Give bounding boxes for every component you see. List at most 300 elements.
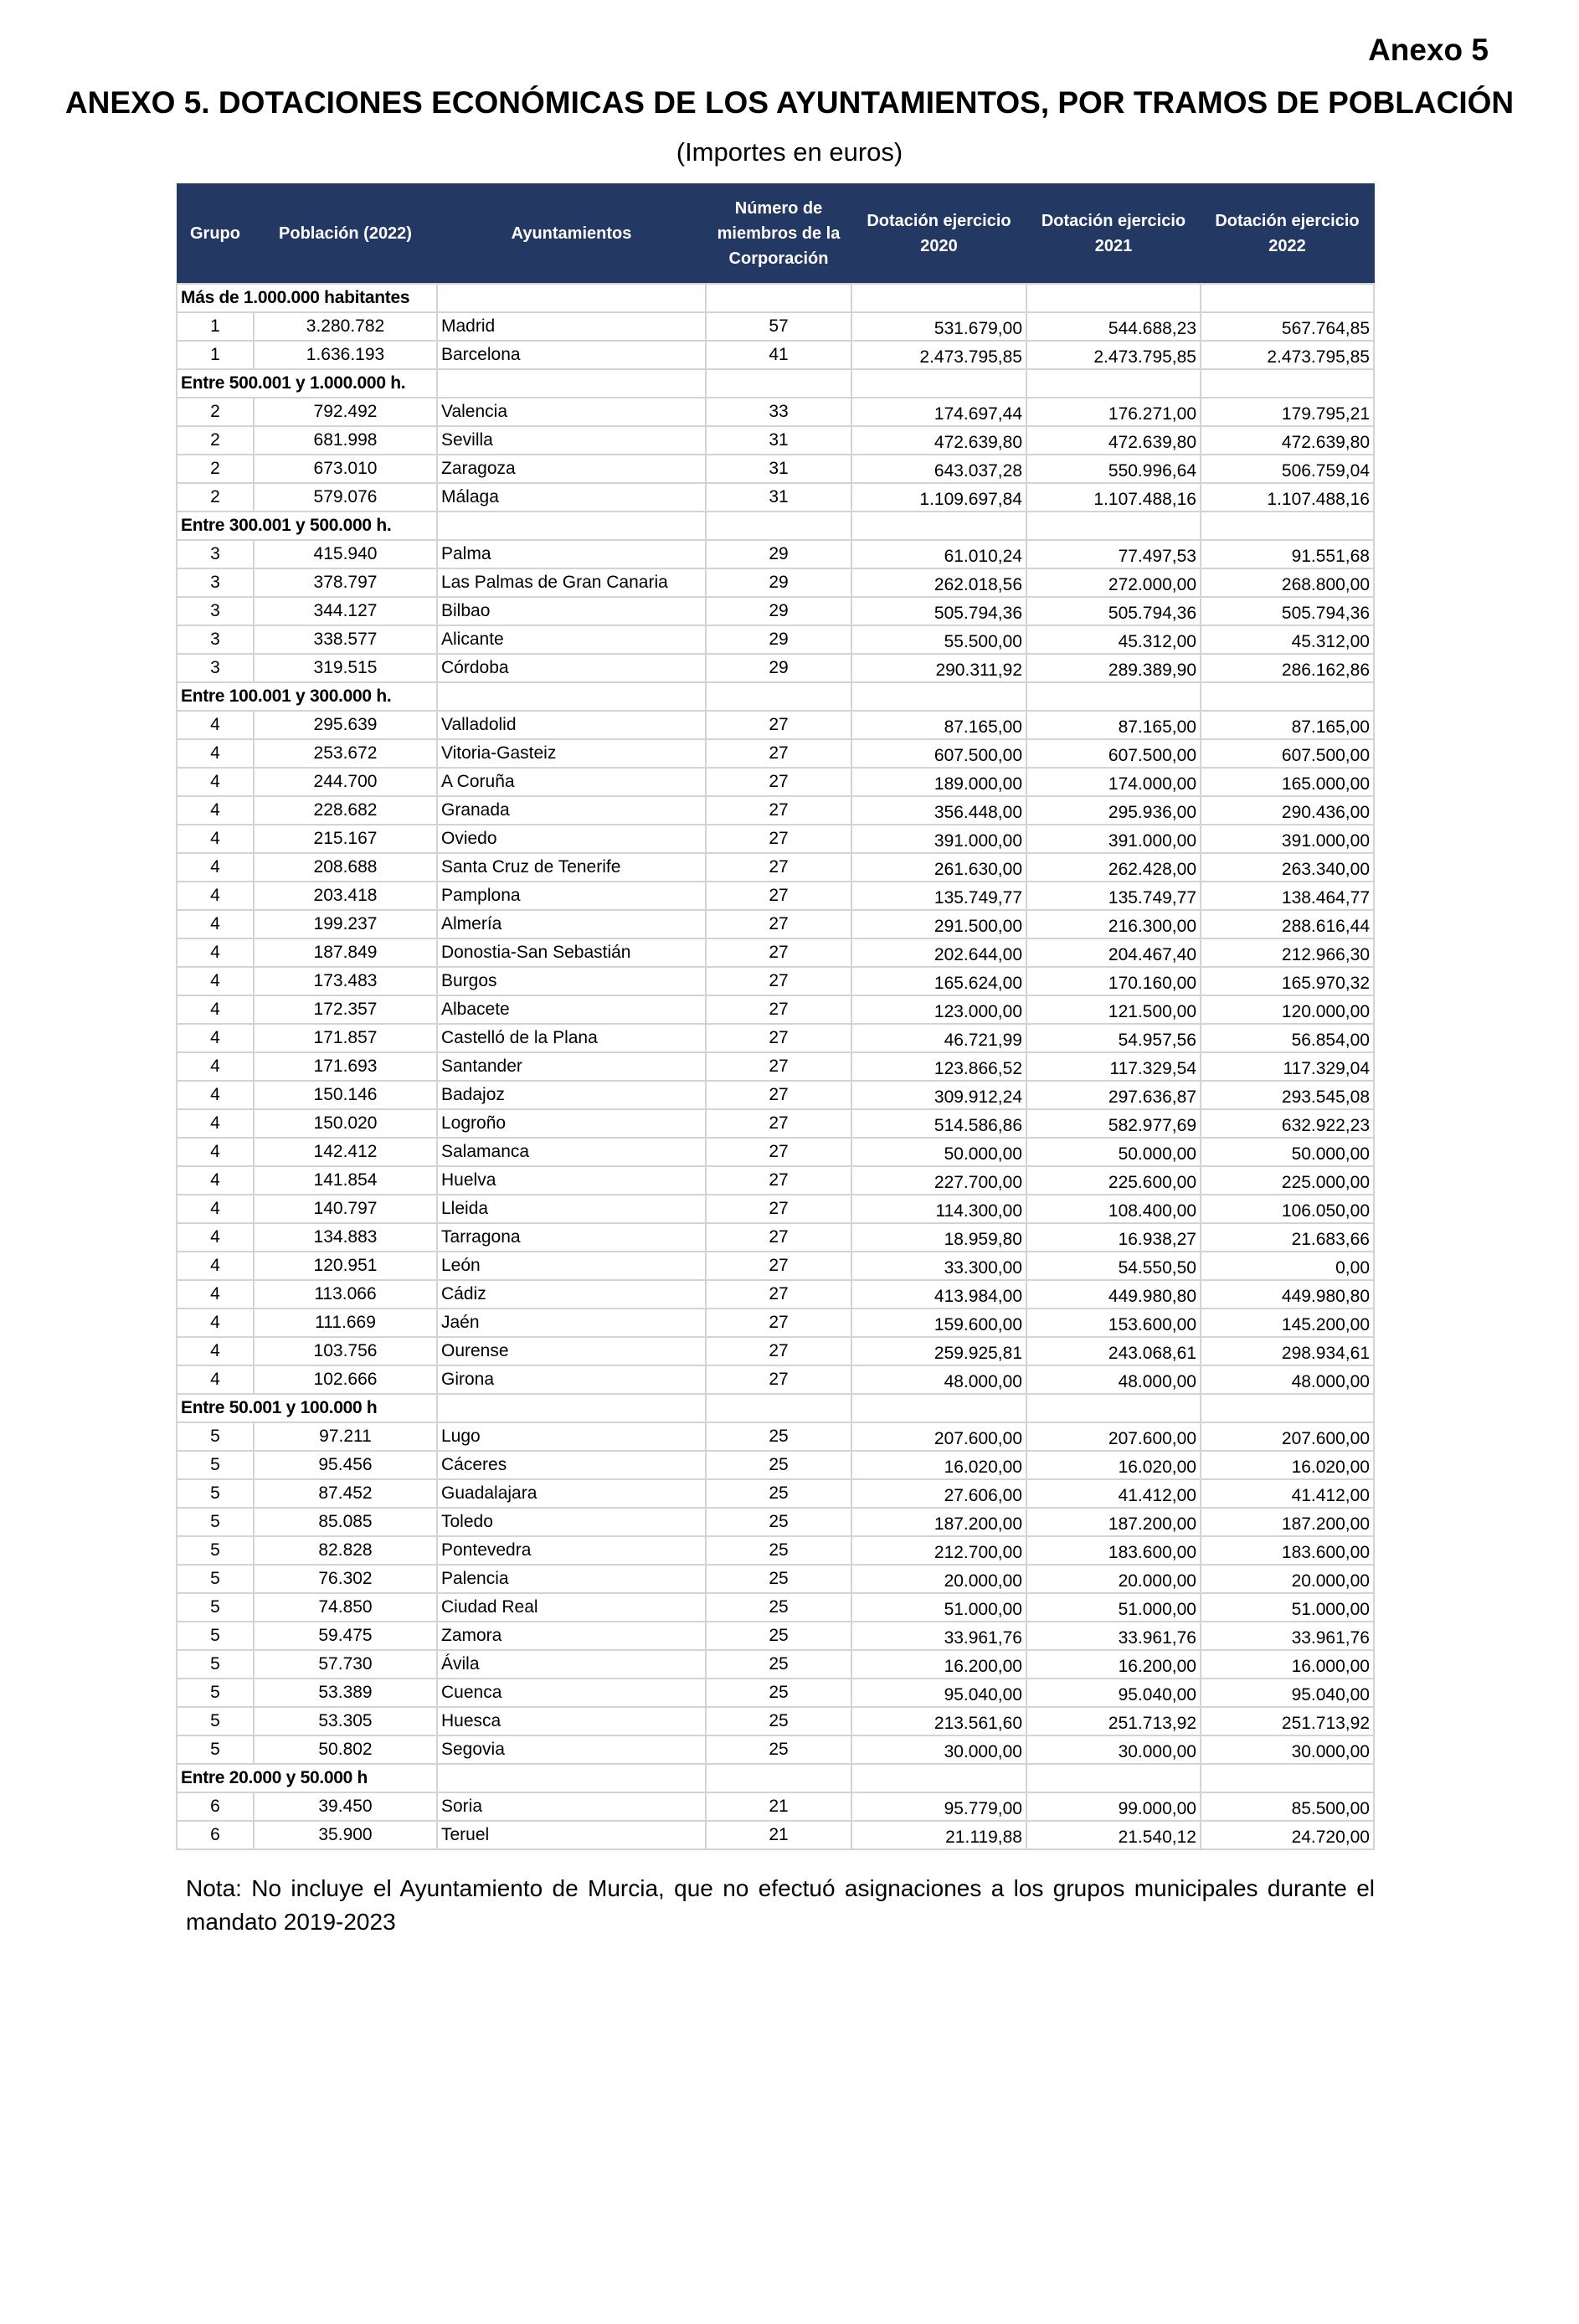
table-row xyxy=(177,426,1374,455)
poblacion-cell: 142.412 xyxy=(254,1138,437,1166)
empty-cell xyxy=(1201,369,1374,398)
ayuntamiento-cell: Valencia xyxy=(437,398,706,426)
miembros-cell: 25 xyxy=(706,1622,851,1650)
grupo-cell: 4 xyxy=(177,938,254,967)
ayuntamiento-cell: Ourense xyxy=(437,1337,706,1365)
poblacion-cell: 187.849 xyxy=(254,938,437,967)
miembros-cell: 25 xyxy=(706,1536,851,1565)
dotacion-2022-cell: 0,00 xyxy=(1201,1252,1374,1280)
dotacion-2021-cell: 16.938,27 xyxy=(1026,1223,1201,1252)
dotacion-2022-cell: 56.854,00 xyxy=(1201,1024,1374,1052)
ayuntamiento-cell: Soria xyxy=(437,1792,706,1821)
dotacion-2022-cell: 120.000,00 xyxy=(1201,995,1374,1024)
empty-cell xyxy=(706,1764,851,1792)
dotacion-2021-cell: 99.000,00 xyxy=(1026,1792,1201,1821)
miembros-cell: 27 xyxy=(706,1052,851,1081)
empty-cell xyxy=(1201,1764,1374,1792)
table-row xyxy=(177,312,1374,341)
ayuntamiento-cell: Donostia-San Sebastián xyxy=(437,938,706,967)
dotacion-2021-cell: 2.473.795,85 xyxy=(1026,341,1201,369)
poblacion-cell: 173.483 xyxy=(254,967,437,995)
grupo-cell: 2 xyxy=(177,455,254,483)
poblacion-cell: 203.418 xyxy=(254,882,437,910)
dotacion-2020-cell: 21.119,88 xyxy=(851,1821,1026,1849)
dotacion-2022-cell: 268.800,00 xyxy=(1201,568,1374,597)
dotacion-2022-cell: 165.970,32 xyxy=(1201,967,1374,995)
grupo-cell: 4 xyxy=(177,1223,254,1252)
grupo-cell: 3 xyxy=(177,540,254,568)
dotacion-2021-cell: 207.600,00 xyxy=(1026,1422,1201,1451)
dotacion-2020-cell: 2.473.795,85 xyxy=(851,341,1026,369)
table-row xyxy=(177,1792,1374,1821)
ayuntamiento-cell: Zaragoza xyxy=(437,455,706,483)
dotacion-2022-cell: 212.966,30 xyxy=(1201,938,1374,967)
empty-cell xyxy=(437,1764,706,1792)
poblacion-cell: 35.900 xyxy=(254,1821,437,1849)
dotacion-2021-cell: 272.000,00 xyxy=(1026,568,1201,597)
dotacion-2021-cell: 45.312,00 xyxy=(1026,625,1201,654)
miembros-cell: 31 xyxy=(706,455,851,483)
dotacion-2021-cell: 391.000,00 xyxy=(1026,825,1201,853)
dotacion-2021-cell: 550.996,64 xyxy=(1026,455,1201,483)
empty-cell xyxy=(706,682,851,711)
annex-label: Anexo 5 xyxy=(1368,33,1489,67)
miembros-cell: 27 xyxy=(706,1280,851,1309)
miembros-cell: 27 xyxy=(706,882,851,910)
dotacion-2022-cell: 117.329,04 xyxy=(1201,1052,1374,1081)
miembros-cell: 25 xyxy=(706,1679,851,1707)
ayuntamiento-cell: Ávila xyxy=(437,1650,706,1679)
table-row xyxy=(177,1479,1374,1508)
dotacion-2022-cell: 95.040,00 xyxy=(1201,1679,1374,1707)
dotacion-2021-cell: 170.160,00 xyxy=(1026,967,1201,995)
dotacion-2022-cell: 87.165,00 xyxy=(1201,711,1374,739)
poblacion-cell: 244.700 xyxy=(254,768,437,796)
dotacion-2021-cell: 607.500,00 xyxy=(1026,739,1201,768)
section-label: Entre 50.001 y 100.000 h xyxy=(177,1394,437,1422)
empty-cell xyxy=(1026,1764,1201,1792)
empty-cell xyxy=(706,284,851,312)
ayuntamiento-cell: Oviedo xyxy=(437,825,706,853)
ayuntamiento-cell: Albacete xyxy=(437,995,706,1024)
table-row xyxy=(177,995,1374,1024)
table-row xyxy=(177,1821,1374,1849)
table-row xyxy=(177,1679,1374,1707)
table-row xyxy=(177,1735,1374,1764)
dotacion-2021-cell: 48.000,00 xyxy=(1026,1365,1201,1394)
grupo-cell: 4 xyxy=(177,1081,254,1109)
grupo-cell: 2 xyxy=(177,483,254,512)
ayuntamiento-cell: Guadalajara xyxy=(437,1479,706,1508)
empty-cell xyxy=(1026,1394,1201,1422)
ayuntamiento-cell: Pontevedra xyxy=(437,1536,706,1565)
ayuntamiento-cell: Huesca xyxy=(437,1707,706,1735)
miembros-cell: 27 xyxy=(706,995,851,1024)
poblacion-cell: 87.452 xyxy=(254,1479,437,1508)
empty-cell xyxy=(437,1394,706,1422)
grupo-cell: 5 xyxy=(177,1707,254,1735)
section-label: Entre 500.001 y 1.000.000 h. xyxy=(177,369,437,398)
dotacion-2022-cell: 91.551,68 xyxy=(1201,540,1374,568)
table-row xyxy=(177,938,1374,967)
grupo-cell: 5 xyxy=(177,1565,254,1593)
dotacion-2021-cell: 108.400,00 xyxy=(1026,1195,1201,1223)
miembros-cell: 31 xyxy=(706,483,851,512)
dotacion-2020-cell: 356.448,00 xyxy=(851,796,1026,825)
poblacion-cell: 1.636.193 xyxy=(254,341,437,369)
table-row xyxy=(177,625,1374,654)
poblacion-cell: 74.850 xyxy=(254,1593,437,1622)
section-label: Entre 300.001 y 500.000 h. xyxy=(177,512,437,540)
grupo-cell: 4 xyxy=(177,967,254,995)
poblacion-cell: 95.456 xyxy=(254,1451,437,1479)
dotacion-2022-cell: 48.000,00 xyxy=(1201,1365,1374,1394)
dotacion-2021-cell: 135.749,77 xyxy=(1026,882,1201,910)
table-row xyxy=(177,1707,1374,1735)
grupo-cell: 5 xyxy=(177,1735,254,1764)
dotacion-2022-cell: 567.764,85 xyxy=(1201,312,1374,341)
table-row xyxy=(177,1650,1374,1679)
dotacion-2022-cell: 165.000,00 xyxy=(1201,768,1374,796)
header-dotacion-2022: Dotación ejercicio 2022 xyxy=(1201,184,1374,285)
miembros-cell: 27 xyxy=(706,938,851,967)
poblacion-cell: 338.577 xyxy=(254,625,437,654)
dotacion-2022-cell: 20.000,00 xyxy=(1201,1565,1374,1593)
empty-cell xyxy=(1201,284,1374,312)
miembros-cell: 33 xyxy=(706,398,851,426)
dotacion-2020-cell: 27.606,00 xyxy=(851,1479,1026,1508)
dotacion-2020-cell: 261.630,00 xyxy=(851,853,1026,882)
dotacion-2022-cell: 85.500,00 xyxy=(1201,1792,1374,1821)
dotacion-2020-cell: 207.600,00 xyxy=(851,1422,1026,1451)
section-row xyxy=(177,1764,1374,1792)
ayuntamiento-cell: Girona xyxy=(437,1365,706,1394)
miembros-cell: 25 xyxy=(706,1707,851,1735)
table-row xyxy=(177,1451,1374,1479)
grupo-cell: 5 xyxy=(177,1536,254,1565)
dotacion-2020-cell: 212.700,00 xyxy=(851,1536,1026,1565)
dotacion-2020-cell: 227.700,00 xyxy=(851,1166,1026,1195)
poblacion-cell: 171.693 xyxy=(254,1052,437,1081)
table-header-row xyxy=(177,184,1374,285)
poblacion-cell: 228.682 xyxy=(254,796,437,825)
ayuntamiento-cell: Granada xyxy=(437,796,706,825)
section-row xyxy=(177,682,1374,711)
poblacion-cell: 102.666 xyxy=(254,1365,437,1394)
empty-cell xyxy=(1026,284,1201,312)
poblacion-cell: 215.167 xyxy=(254,825,437,853)
grupo-cell: 5 xyxy=(177,1650,254,1679)
dotacion-2021-cell: 153.600,00 xyxy=(1026,1309,1201,1337)
dotacion-2020-cell: 290.311,92 xyxy=(851,654,1026,682)
table-row xyxy=(177,1622,1374,1650)
grupo-cell: 4 xyxy=(177,995,254,1024)
miembros-cell: 27 xyxy=(706,1223,851,1252)
ayuntamiento-cell: Bilbao xyxy=(437,597,706,625)
miembros-cell: 29 xyxy=(706,654,851,682)
dotacion-2021-cell: 289.389,90 xyxy=(1026,654,1201,682)
dotacion-2021-cell: 216.300,00 xyxy=(1026,910,1201,938)
poblacion-cell: 141.854 xyxy=(254,1166,437,1195)
empty-cell xyxy=(1201,512,1374,540)
grupo-cell: 1 xyxy=(177,341,254,369)
dotacion-2022-cell: 290.436,00 xyxy=(1201,796,1374,825)
dotacion-2022-cell: 106.050,00 xyxy=(1201,1195,1374,1223)
poblacion-cell: 76.302 xyxy=(254,1565,437,1593)
poblacion-cell: 681.998 xyxy=(254,426,437,455)
ayuntamiento-cell: Córdoba xyxy=(437,654,706,682)
table-row xyxy=(177,1109,1374,1138)
grupo-cell: 5 xyxy=(177,1679,254,1707)
ayuntamiento-cell: Santander xyxy=(437,1052,706,1081)
header-poblacion: Población (2022) xyxy=(254,184,437,285)
table-row xyxy=(177,1081,1374,1109)
grupo-cell: 4 xyxy=(177,1195,254,1223)
dotacion-2020-cell: 472.639,80 xyxy=(851,426,1026,455)
miembros-cell: 27 xyxy=(706,1365,851,1394)
ayuntamiento-cell: Vitoria-Gasteiz xyxy=(437,739,706,768)
grupo-cell: 4 xyxy=(177,1365,254,1394)
ayuntamiento-cell: Jaén xyxy=(437,1309,706,1337)
grupo-cell: 4 xyxy=(177,711,254,739)
grupo-cell: 5 xyxy=(177,1508,254,1536)
grupo-cell: 4 xyxy=(177,853,254,882)
grupo-cell: 4 xyxy=(177,1109,254,1138)
dotacion-2020-cell: 1.109.697,84 xyxy=(851,483,1026,512)
miembros-cell: 29 xyxy=(706,540,851,568)
dotacion-2020-cell: 50.000,00 xyxy=(851,1138,1026,1166)
table-row xyxy=(177,1536,1374,1565)
table-row xyxy=(177,739,1374,768)
table-row xyxy=(177,910,1374,938)
grupo-cell: 6 xyxy=(177,1821,254,1849)
grupo-cell: 4 xyxy=(177,910,254,938)
poblacion-cell: 53.389 xyxy=(254,1679,437,1707)
miembros-cell: 27 xyxy=(706,796,851,825)
ayuntamiento-cell: Burgos xyxy=(437,967,706,995)
dotacion-2020-cell: 30.000,00 xyxy=(851,1735,1026,1764)
dotacion-2021-cell: 54.550,50 xyxy=(1026,1252,1201,1280)
dotacion-2020-cell: 55.500,00 xyxy=(851,625,1026,654)
dotacion-2021-cell: 51.000,00 xyxy=(1026,1593,1201,1622)
empty-cell xyxy=(706,369,851,398)
table-row xyxy=(177,540,1374,568)
dotacion-2020-cell: 135.749,77 xyxy=(851,882,1026,910)
table-row xyxy=(177,1052,1374,1081)
ayuntamiento-cell: Palencia xyxy=(437,1565,706,1593)
dotacion-2021-cell: 176.271,00 xyxy=(1026,398,1201,426)
dotacion-2020-cell: 16.200,00 xyxy=(851,1650,1026,1679)
section-row xyxy=(177,369,1374,398)
dotacion-2022-cell: 607.500,00 xyxy=(1201,739,1374,768)
ayuntamiento-cell: Segovia xyxy=(437,1735,706,1764)
poblacion-cell: 171.857 xyxy=(254,1024,437,1052)
dotacion-2022-cell: 391.000,00 xyxy=(1201,825,1374,853)
miembros-cell: 29 xyxy=(706,568,851,597)
miembros-cell: 21 xyxy=(706,1792,851,1821)
ayuntamiento-cell: León xyxy=(437,1252,706,1280)
dotacion-2022-cell: 51.000,00 xyxy=(1201,1593,1374,1622)
dotacion-2022-cell: 449.980,80 xyxy=(1201,1280,1374,1309)
dotacion-2021-cell: 262.428,00 xyxy=(1026,853,1201,882)
ayuntamiento-cell: Toledo xyxy=(437,1508,706,1536)
ayuntamiento-cell: Tarragona xyxy=(437,1223,706,1252)
poblacion-cell: 415.940 xyxy=(254,540,437,568)
dotacion-2022-cell: 138.464,77 xyxy=(1201,882,1374,910)
dotacion-2020-cell: 187.200,00 xyxy=(851,1508,1026,1536)
miembros-cell: 27 xyxy=(706,1109,851,1138)
ayuntamiento-cell: Cáceres xyxy=(437,1451,706,1479)
miembros-cell: 25 xyxy=(706,1650,851,1679)
table-row xyxy=(177,1365,1374,1394)
dotacion-2022-cell: 286.162,86 xyxy=(1201,654,1374,682)
grupo-cell: 4 xyxy=(177,882,254,910)
dotacion-2020-cell: 18.959,80 xyxy=(851,1223,1026,1252)
ayuntamiento-cell: Castelló de la Plana xyxy=(437,1024,706,1052)
poblacion-cell: 134.883 xyxy=(254,1223,437,1252)
table-row xyxy=(177,597,1374,625)
table-row xyxy=(177,455,1374,483)
grupo-cell: 5 xyxy=(177,1622,254,1650)
dotacion-2021-cell: 20.000,00 xyxy=(1026,1565,1201,1593)
dotacion-2022-cell: 21.683,66 xyxy=(1201,1223,1374,1252)
grupo-cell: 3 xyxy=(177,597,254,625)
table-row xyxy=(177,1309,1374,1337)
dotacion-2020-cell: 51.000,00 xyxy=(851,1593,1026,1622)
miembros-cell: 25 xyxy=(706,1735,851,1764)
dotacion-2022-cell: 1.107.488,16 xyxy=(1201,483,1374,512)
dotacion-2022-cell: 2.473.795,85 xyxy=(1201,341,1374,369)
dotacion-2021-cell: 87.165,00 xyxy=(1026,711,1201,739)
grupo-cell: 3 xyxy=(177,625,254,654)
empty-cell xyxy=(851,369,1026,398)
dotacion-2022-cell: 16.020,00 xyxy=(1201,1451,1374,1479)
dotacion-2021-cell: 77.497,53 xyxy=(1026,540,1201,568)
poblacion-cell: 111.669 xyxy=(254,1309,437,1337)
miembros-cell: 25 xyxy=(706,1451,851,1479)
dotacion-2020-cell: 607.500,00 xyxy=(851,739,1026,768)
poblacion-cell: 253.672 xyxy=(254,739,437,768)
table-row xyxy=(177,1024,1374,1052)
dotacion-2020-cell: 291.500,00 xyxy=(851,910,1026,938)
empty-cell xyxy=(437,284,706,312)
dotacion-2020-cell: 95.779,00 xyxy=(851,1792,1026,1821)
miembros-cell: 27 xyxy=(706,711,851,739)
dotacion-2021-cell: 16.020,00 xyxy=(1026,1451,1201,1479)
dotacion-2020-cell: 123.866,52 xyxy=(851,1052,1026,1081)
dotacion-2020-cell: 391.000,00 xyxy=(851,825,1026,853)
ayuntamiento-cell: A Coruña xyxy=(437,768,706,796)
miembros-cell: 27 xyxy=(706,768,851,796)
dotacion-2020-cell: 213.561,60 xyxy=(851,1707,1026,1735)
dotacion-2021-cell: 30.000,00 xyxy=(1026,1735,1201,1764)
ayuntamiento-cell: Salamanca xyxy=(437,1138,706,1166)
poblacion-cell: 172.357 xyxy=(254,995,437,1024)
dotacion-2021-cell: 121.500,00 xyxy=(1026,995,1201,1024)
dotacion-2020-cell: 87.165,00 xyxy=(851,711,1026,739)
table-row xyxy=(177,1337,1374,1365)
table-row xyxy=(177,483,1374,512)
ayuntamiento-cell: Pamplona xyxy=(437,882,706,910)
empty-cell xyxy=(437,369,706,398)
miembros-cell: 25 xyxy=(706,1593,851,1622)
poblacion-cell: 579.076 xyxy=(254,483,437,512)
miembros-cell: 25 xyxy=(706,1422,851,1451)
header-grupo: Grupo xyxy=(177,184,254,285)
grupo-cell: 4 xyxy=(177,739,254,768)
dotacion-2022-cell: 179.795,21 xyxy=(1201,398,1374,426)
ayuntamiento-cell: Madrid xyxy=(437,312,706,341)
dotacion-2020-cell: 505.794,36 xyxy=(851,597,1026,625)
miembros-cell: 25 xyxy=(706,1508,851,1536)
table-row xyxy=(177,654,1374,682)
dotacion-2020-cell: 61.010,24 xyxy=(851,540,1026,568)
dotacion-2021-cell: 251.713,92 xyxy=(1026,1707,1201,1735)
section-row xyxy=(177,512,1374,540)
dotacion-2021-cell: 225.600,00 xyxy=(1026,1166,1201,1195)
table-row xyxy=(177,1166,1374,1195)
miembros-cell: 27 xyxy=(706,1138,851,1166)
ayuntamiento-cell: Lleida xyxy=(437,1195,706,1223)
dotacion-2020-cell: 531.679,00 xyxy=(851,312,1026,341)
miembros-cell: 29 xyxy=(706,597,851,625)
poblacion-cell: 53.305 xyxy=(254,1707,437,1735)
dotacion-2022-cell: 251.713,92 xyxy=(1201,1707,1374,1735)
poblacion-cell: 792.492 xyxy=(254,398,437,426)
dotacion-2020-cell: 165.624,00 xyxy=(851,967,1026,995)
miembros-cell: 27 xyxy=(706,910,851,938)
section-row xyxy=(177,1394,1374,1422)
dotacion-2022-cell: 16.000,00 xyxy=(1201,1650,1374,1679)
miembros-cell: 21 xyxy=(706,1821,851,1849)
grupo-cell: 4 xyxy=(177,825,254,853)
ayuntamiento-cell: Logroño xyxy=(437,1109,706,1138)
grupo-cell: 4 xyxy=(177,1138,254,1166)
dotacion-2020-cell: 202.644,00 xyxy=(851,938,1026,967)
dotacion-2020-cell: 174.697,44 xyxy=(851,398,1026,426)
ayuntamiento-cell: Almería xyxy=(437,910,706,938)
grupo-cell: 4 xyxy=(177,1024,254,1052)
poblacion-cell: 295.639 xyxy=(254,711,437,739)
section-label: Más de 1.000.000 habitantes xyxy=(177,284,437,312)
empty-cell xyxy=(437,682,706,711)
dotacion-2020-cell: 123.000,00 xyxy=(851,995,1026,1024)
allocations-table xyxy=(176,183,1375,1850)
dotacion-2022-cell: 50.000,00 xyxy=(1201,1138,1374,1166)
grupo-cell: 2 xyxy=(177,426,254,455)
dotacion-2020-cell: 33.961,76 xyxy=(851,1622,1026,1650)
dotacion-2021-cell: 297.636,87 xyxy=(1026,1081,1201,1109)
grupo-cell: 6 xyxy=(177,1792,254,1821)
miembros-cell: 57 xyxy=(706,312,851,341)
footnote: Nota: No incluye el Ayuntamiento de Murcia, que no efectuó asignaciones a los grupos municipales durante el mandato 2019-2023 xyxy=(186,1875,1375,1935)
miembros-cell: 27 xyxy=(706,1195,851,1223)
empty-cell xyxy=(706,1394,851,1422)
poblacion-cell: 140.797 xyxy=(254,1195,437,1223)
grupo-cell: 4 xyxy=(177,796,254,825)
dotacion-2020-cell: 643.037,28 xyxy=(851,455,1026,483)
poblacion-cell: 120.951 xyxy=(254,1252,437,1280)
dotacion-2020-cell: 309.912,24 xyxy=(851,1081,1026,1109)
miembros-cell: 25 xyxy=(706,1565,851,1593)
poblacion-cell: 113.066 xyxy=(254,1280,437,1309)
dotacion-2022-cell: 298.934,61 xyxy=(1201,1337,1374,1365)
ayuntamiento-cell: Barcelona xyxy=(437,341,706,369)
table-row xyxy=(177,967,1374,995)
poblacion-cell: 85.085 xyxy=(254,1508,437,1536)
grupo-cell: 4 xyxy=(177,1280,254,1309)
poblacion-cell: 150.020 xyxy=(254,1109,437,1138)
